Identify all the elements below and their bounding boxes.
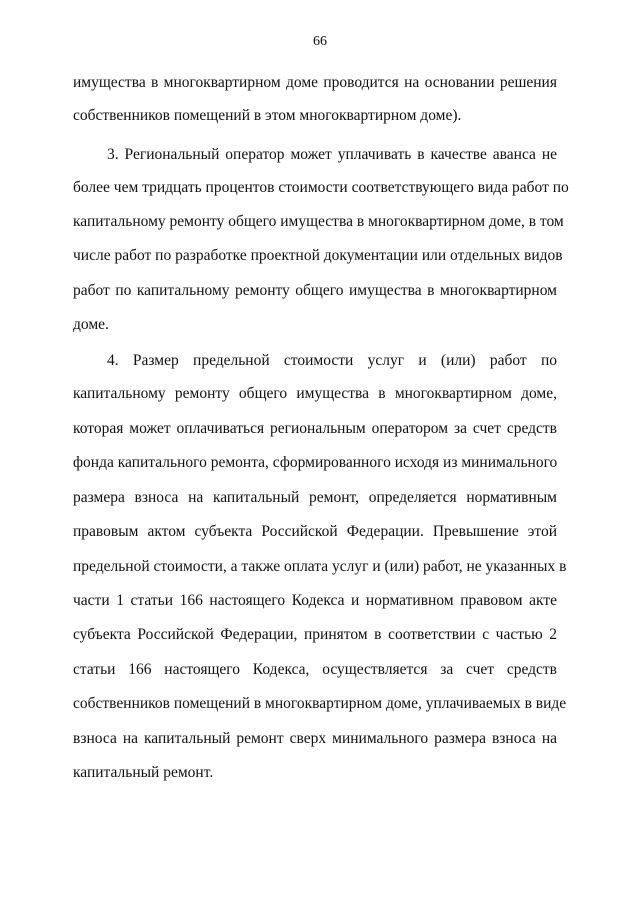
text-line: собственников помещений в этом многоквартирном доме). [73, 107, 462, 124]
text-line: собственников помещений в многоквартирном доме, уплачиваемых в виде [73, 695, 567, 712]
text-line: 3. Региональный оператор может уплачивать в качестве аванса не [107, 146, 557, 163]
text-line: статьи 166 настоящего Кодекса, осуществляется за счет средств [73, 661, 557, 678]
text-line: числе работ по разработке проектной документации или отдельных видов [73, 247, 563, 264]
text-line: которая может оплачиваться региональным оператором за счет средств [73, 420, 557, 437]
text-line: 4. Размер предельной стоимости услуг и (или) работ по [107, 352, 557, 369]
text-line: правовым актом субъекта Российской Федерации. Превышение этой [73, 523, 557, 540]
text-line: капитальный ремонт. [73, 764, 214, 781]
text-line: взноса на капитальный ремонт сверх минимального размера взноса на [73, 730, 557, 747]
page-number: 66 [313, 34, 327, 49]
text-line: более чем тридцать процентов стоимости соответствующего вида работ по [73, 179, 569, 196]
text-line: фонда капитального ремонта, сформированного исходя из минимального [73, 454, 558, 471]
text-line: субъекта Российской Федерации, принятом в соответствии с частью 2 [73, 626, 557, 643]
text-line: доме. [73, 316, 109, 333]
text-line: работ по капитальному ремонту общего имущества в многоквартирном [73, 282, 557, 299]
text-line: части 1 статьи 166 настоящего Кодекса и нормативном правовом акте [73, 592, 557, 609]
text-line: предельной стоимости, а также оплата услуг и (или) работ, не указанных в [73, 558, 567, 575]
text-line: имущества в многоквартирном доме проводится на основании решения [73, 74, 557, 91]
text-line: размера взноса на капитальный ремонт, определяется нормативным [73, 489, 557, 506]
text-line: капитальному ремонту общего имущества в многоквартирном доме, в том [73, 213, 564, 230]
text-line: капитальному ремонту общего имущества в многоквартирном доме, [73, 385, 557, 402]
